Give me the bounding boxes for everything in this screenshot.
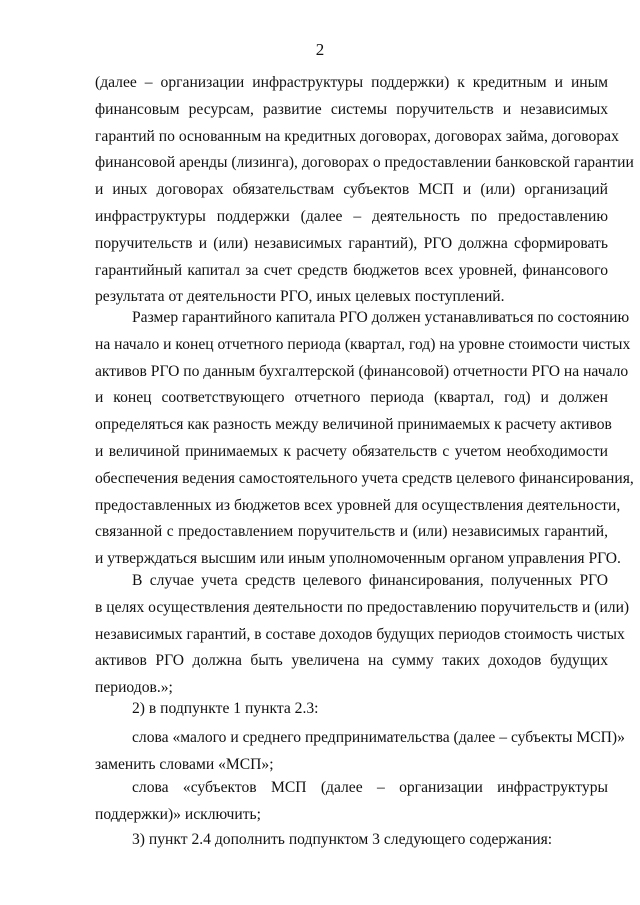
text-line: В случае учета средств целевого финансирования, полученных РГО: [132, 572, 608, 589]
text-line: поручительств и (или) независимых гарантий), РГО должна сформировать: [95, 234, 608, 252]
text-line: и конец соответствующего отчетного периода (квартал, год) и должен: [95, 389, 608, 407]
text-line: слова «малого и среднего предпринимательства (далее – субъекты МСП)»: [132, 729, 625, 746]
paragraph-1: [95, 70, 634, 311]
text-line: Размер гарантийного капитала РГО должен устанавливаться по состоянию: [132, 309, 630, 326]
text-line: и иных договорах обязательствам субъектов МСП и (или) организаций: [95, 181, 608, 199]
text-line: периодов.»;: [95, 679, 173, 697]
text-line: независимых гарантий, в составе доходов будущих периодов стоимость чистых: [95, 625, 625, 643]
text-line: финансовым ресурсам, развитие системы поручительств и независимых: [95, 100, 608, 118]
text-line: результата от деятельности РГО, иных целевых поступлений.: [95, 288, 505, 306]
text-line: на начало и конец отчетного периода (квартал, год) на уровне стоимости чистых: [95, 335, 631, 353]
text-line: гарантий по основанным на кредитных договорах, договорах займа, договорах: [95, 127, 619, 145]
paragraph-2: [95, 305, 634, 573]
text-line: 3) пункт 2.4 дополнить подпунктом 3 следующего содержания:: [132, 831, 553, 848]
text-line: поддержки)» исключить;: [95, 805, 261, 823]
text-line: и утверждаться высшим или иным уполномоченным органом управления РГО.: [95, 550, 621, 568]
paragraph-3: [95, 568, 630, 702]
text-line: определяться как разность между величиной принимаемых к расчету активов: [95, 416, 612, 434]
text-line: связанной с предоставлением поручительств и (или) независимых гарантий,: [95, 523, 608, 541]
text-line: гарантийный капитал за счет средств бюджетов всех уровней, финансового: [95, 261, 608, 279]
paragraph-7: [95, 827, 608, 854]
text-line: слова «субъектов МСП (далее – организации инфраструктуры: [132, 779, 608, 796]
text-line: обеспечения ведения самостоятельного учета средств целевого финансирования,: [95, 469, 634, 487]
text-line: предоставленных из бюджетов всех уровней для осуществления деятельности,: [95, 496, 621, 514]
paragraph-5: [95, 725, 625, 779]
text-line: активов РГО должна быть увеличена на сумму таких доходов будущих: [95, 652, 608, 670]
text-line: финансовой аренды (лизинга), договорах о предоставлении банковской гарантии: [95, 154, 634, 172]
text-line: 2) в подпункте 1 пункта 2.3:: [132, 700, 319, 717]
text-line: активов РГО по данным бухгалтерской (финансовой) отчетности РГО на начало: [95, 362, 629, 380]
text-line: (далее – организации инфраструктуры поддержки) к кредитным и иным: [95, 74, 608, 91]
text-line: инфраструктуры поддержки (далее – деятельность по предоставлению: [95, 207, 608, 225]
text-line: заменить словами «МСП»;: [95, 755, 274, 773]
paragraph-6: [95, 775, 608, 829]
text-line: и величиной принимаемых к расчету обязательств с учетом необходимости: [95, 442, 608, 460]
text-line: в целях осуществления деятельности по предоставлению поручительств и (или): [95, 598, 630, 616]
page-number: 2: [315, 40, 325, 59]
paragraph-4: [95, 696, 608, 723]
